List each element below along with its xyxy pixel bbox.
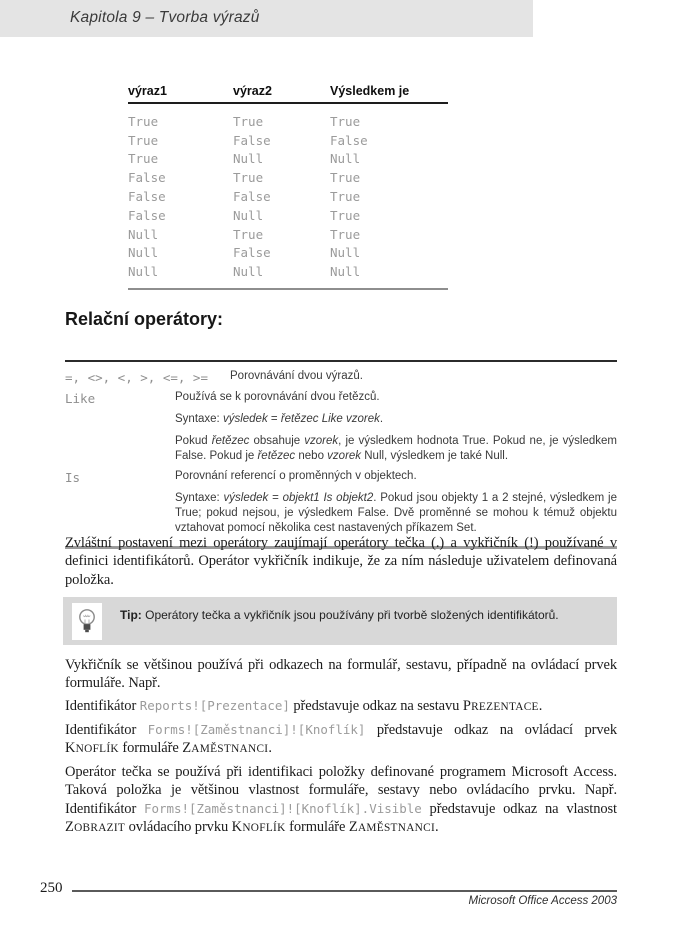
truth-table-header-row	[128, 84, 448, 104]
operator-row	[65, 390, 617, 464]
table-row: False Null True	[128, 207, 361, 223]
body-paragraph: Operátor tečka se používá při identifikaci položky definované programem Microsoft Access. Taková položka je většinou vlastnost formuláře, sestavy nebo ovládacího prvku. Např. Identifikátor Forms![Zaměstnanci]![Knoflík].Visible představuje odkaz na vlastnost ZOBRAZIT ovládacího prvku KNOFLÍK formuláře ZAMĚSTNANCI.	[65, 763, 617, 835]
tip-box	[63, 597, 617, 645]
table-row: True Null Null	[128, 151, 361, 167]
table-row: Null False Null	[128, 245, 361, 261]
operator-description: Používá se k porovnávání dvou řetězců. Syntaxe: výsledek = řetězec Like vzorek. Pokud řetězec obsahuje vzorek, je výsledkem hodnota True. Pokud ne, je výsledkem False. Pokud je řetězec nebo vzorek Null, výsledkem je také Null.	[175, 391, 617, 462]
truth-table	[128, 84, 448, 290]
footer-book-title: Microsoft Office Access 2003	[468, 895, 617, 907]
operator-description: Porovnávání dvou výrazů.	[230, 370, 363, 382]
operator-term: Is	[65, 470, 81, 485]
table-row: False False True	[128, 189, 361, 205]
operator-table	[65, 360, 617, 549]
truth-table-header-vyraz1: výraz1	[128, 84, 167, 98]
truth-table-header-result: Výsledkem je	[330, 84, 410, 98]
operator-row	[65, 469, 617, 536]
body-paragraph: Vykřičník se většinou používá při odkazech na formulář, sestavu, případně na ovládací prvek formuláře. Např.	[65, 657, 617, 692]
footer-rule	[72, 890, 617, 892]
table-row: Null Null Null	[128, 264, 361, 280]
table-row: False True True	[128, 170, 361, 186]
section-heading: Relační operátory:	[65, 309, 224, 329]
table-row: True False False	[128, 132, 368, 148]
tip-text: Tip: Operátory tečka a vykřičník jsou používány při tvorbě složených identifikátorů.	[120, 608, 559, 622]
table-row: Null True True	[128, 226, 361, 242]
page-number: 250	[40, 880, 63, 896]
table-row: True True True	[128, 113, 361, 129]
body-paragraph: Zvláštní postavení mezi operátory zaujímají operátory tečka (.) a vykřičník (!) používané v definici identifikátorů. Operátor vykřičník indikuje, že za ním následuje uživatelem definovaná položka.	[65, 535, 617, 588]
chapter-header-bar	[0, 0, 533, 37]
operator-term: Like	[65, 391, 96, 406]
body-paragraph: Identifikátor Forms![Zaměstnanci]![Knoflík] představuje odkaz na ovládací prvek KNOFLÍK formuláře ZAMĚSTNANCI.	[65, 721, 617, 757]
paragraphs-bottom	[65, 656, 617, 842]
paragraphs-top	[65, 534, 617, 593]
truth-table-header-vyraz2: výraz2	[233, 84, 272, 98]
operator-row	[65, 369, 617, 385]
chapter-title: Kapitola 9 – Tvorba výrazů	[70, 9, 260, 26]
body-paragraph: Identifikátor Reports![Prezentace] představuje odkaz na sestavu PREZENTACE.	[65, 698, 543, 715]
operator-term: =, <>, <, >, <=, >=	[65, 370, 208, 385]
lightbulb-icon	[72, 603, 102, 640]
operator-description: Porovnání referencí o proměnných v objektech. Syntaxe: výsledek = objekt1 Is objekt2. Pokud jsou objekty 1 a 2 stejné, výsledkem je True; pokud nejsou, je výsledkem False. Dvě proměnné se mohou k témuž objektu vztahovat pomocí několika cest nastavených příkazem Set.	[175, 470, 617, 534]
truth-table-body	[128, 104, 448, 290]
